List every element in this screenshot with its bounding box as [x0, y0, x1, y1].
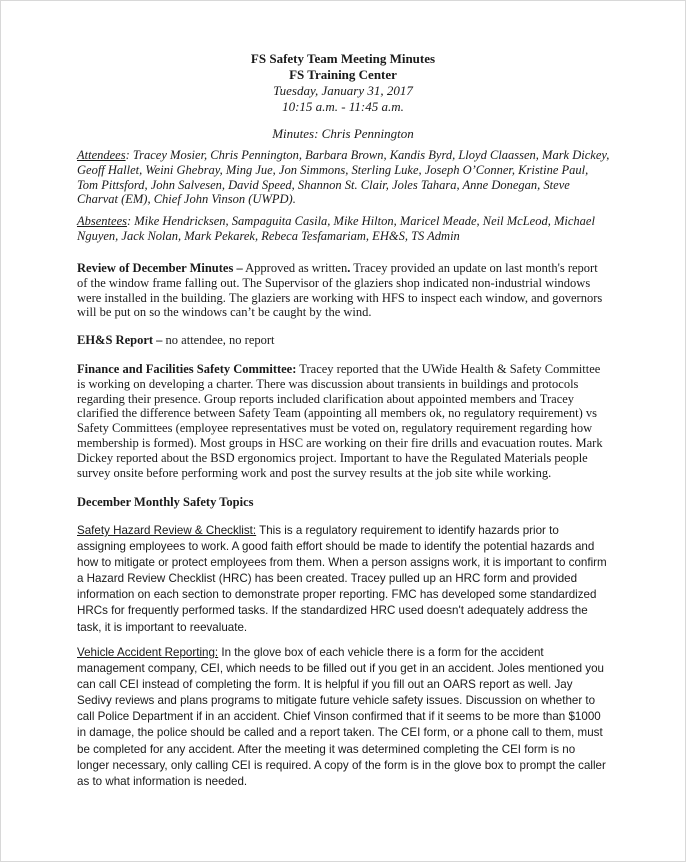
- absentees-list: : Mike Hendricksen, Sampaguita Casila, Mike Hilton, Maricel Meade, Neil McLeod, Michael Nguyen, Jack Nolan, Mark Pekarek, Rebeca Tesfamariam, EH&S, TS Admin: [77, 214, 595, 243]
- attendees-label: Attendees: [77, 148, 126, 162]
- attendees-paragraph: [77, 148, 610, 207]
- review-heading: Review of December Minutes –: [77, 261, 243, 275]
- absentees-label: Absentees: [77, 214, 127, 228]
- review-text: Tracey provided an update on last month's report of the window frame falling out. The Supervisor of the glaziers shop indicated non-industrial windows were installed in the building. The glaziers are working with HFS to inspect each window, and governors will be put on so the windows can’t be caught by the wind.: [77, 261, 603, 320]
- review-period: .: [347, 261, 351, 275]
- absentees-paragraph: [77, 214, 610, 244]
- finance-paragraph: [77, 362, 610, 480]
- review-paragraph: [77, 261, 610, 320]
- meeting-date: Tuesday, January 31, 2017: [273, 83, 413, 98]
- finance-heading: Finance and Facilities Safety Committee:: [77, 362, 297, 376]
- review-approved: Approved as written: [242, 261, 348, 275]
- ehs-paragraph: [77, 333, 610, 348]
- hazard-title: Safety Hazard Review & Checklist:: [77, 524, 257, 537]
- vehicle-title: Vehicle Accident Reporting:: [77, 646, 219, 659]
- meeting-time: 10:15 a.m. - 11:45 a.m.: [282, 99, 404, 114]
- meeting-location: FS Training Center: [289, 67, 397, 82]
- vehicle-paragraph: [77, 645, 610, 790]
- document-title: FS Safety Team Meeting Minutes: [250, 51, 436, 66]
- hazard-paragraph: [77, 523, 610, 636]
- topics-heading: December Monthly Safety Topics: [77, 495, 254, 509]
- ehs-heading: EH&S Report –: [77, 333, 163, 347]
- finance-text: Tracey reported that the UWide Health & Safety Committee is working on developing a charter. There was discussion about transients in buildings and protocols regarding their presence. Group reports included clarification about appointed members and Tracey clarified the difference between Safety Team (appointing all members ok, no regulatory requirement) vs Safety Committees (employee representatives must be voted on, regulatory requirement regarding how membership is formed). Most groups in HSC are working on their fire drills and evacuation routes. Mark Dickey reported about the BSD ergonomics project. Important to have the Regulated Materials people survey onsite before performing work and post the survey results at the job site while working.: [77, 362, 603, 480]
- document-header: [0, 51, 686, 142]
- minutes-taker: Minutes: Chris Pennington: [272, 126, 414, 141]
- vehicle-text: In the glove box of each vehicle there is a form for the accident management company, CEI, which needs to be filled out if you get in an accident. Joles mentioned you can call CEI instead of completing the form. It is helpful if you fill out an OARS report as well. Jay Sedivy reviews and plans programs to mitigate future vehicle safety issues. Discussion on whether to call Police Department if in an accident. Chief Vinson confirmed that if it seems to be more than $1000 in damage, the police should be called and a report taken. The CEI form, or a phone call to them, must be completed for any accident. After the meeting it was determined completing the CEI form is no longer necessary, only calling CEI is required. A copy of the form is in the glove box to prompt the caller as to what information is needed.: [77, 646, 606, 788]
- attendees-list: : Tracey Mosier, Chris Pennington, Barbara Brown, Kandis Byrd, Lloyd Claassen, Mark Dickey, Geoff Hallet, Weini Ghebray, Ming Jue, Jon Simmons, Sterling Luke, Joseph O’Conner, Kristine Paul, Tom Pittsford, John Salvesen, David Speed, Shannon St. Clair, Joles Tahara, Anne Donegan, Steve Charvat (EM), Chief John Vinson (UWPD).: [77, 148, 610, 207]
- ehs-text: no attendee, no report: [162, 333, 275, 347]
- hazard-text: This is a regulatory requirement to identify hazards prior to assigning employees to work. A good faith effort should be made to identify the potential hazards and how to mitigate or protect employees from them. When a person assigns work, it is important to confirm a Hazard Review Checklist (HRC) has been created. Tracey pulled up an HRC form and provided information on each section to demonstrate proper reporting. FMC has developed some standardized HRCs for frequently performed tasks. If the standardized HRC used doesn't adequately address the task, it is important to reevaluate.: [77, 524, 607, 634]
